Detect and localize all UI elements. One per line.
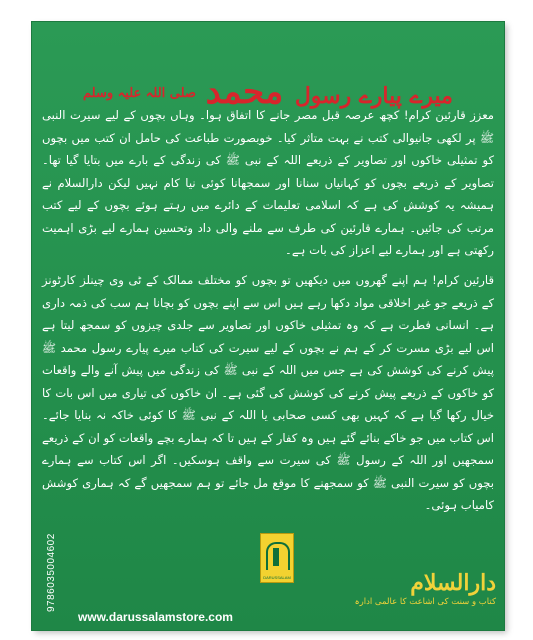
paragraph-body: قارئین کرام! ہم اپنے گھروں میں دیکھیں تو بچوں کو مختلف ممالک کے ٹی وی چینلز کارٹونز کے ذریعے جو غیر اخلاقی مواد دکھا رہے ہیں اس سے اپنے بچوں کو بچانا ہم سب کی ذمہ داری ہے۔ انسانی فطرت ہے کہ وہ تمثیلی خاکوں اور تصاویر سے جلدی چیزوں کو سمجھ لیتا ہے اس لیے بڑی مسرت کر کے ہم نے بچوں کے لیے سیرت کی کتاب میرے پیارے رسول محمد ﷺ پیش کرنے کی کوشش کی ہے جس میں اللہ کے نبی ﷺ کی زندگی میں پیش آنے والے واقعات کو خاکوں کے ذریعے پیش کرنے کی کوشش کی گئی ہے۔ ان خاکوں کی تیاری میں اس بات کا خیال رکھا گیا ہے کہ کہیں بھی کسی صحابی یا اللہ کے نبی ﷺ کا کوئی خاکہ نہ بنایا جائے۔ اس کتاب میں جو خاکے بنائے گئے ہیں وہ کفار کے ہیں تا کہ ہمارے بچے واقعات کو ان کے ذریعے سمجھیں اور اللہ کے رسول ﷺ کی سیرت سے واقف ہوسکیں۔ اگر اس کتاب سے ہمارے بچوں کو سیرت النبی ﷺ کو سمجھنے کا موقع مل جائے تو ہم سمجھیں گے کہ ہماری کوشش کامیاب ہوئی۔ bbox=[42, 273, 494, 512]
darussalam-logo bbox=[260, 533, 294, 583]
book-back-cover bbox=[32, 22, 504, 630]
paragraph-intro: معزز قارئین کرام! کچھ عرصہ قبل مصر جانے کا اتفاق ہوا۔ وہاں بچوں کے لیے سیرت النبی ﷺ پر لکھی جانیوالی کتب نے بہت متاثر کیا۔ خوبصورت طباعت کی حامل ان کتب میں بچوں کو تمثیلی خاکوں اور تصاویر کے ذریعے اللہ کے نبی ﷺ کی زندگی کے بارے میں بتایا گیا تھا۔ تصاویر کے ذریعے بچوں کو کہانیاں سنانا اور سمجھانا کوئی نیا کام نہیں لیکن دارالسلام نے ہمیشہ یہ کوشش کی ہے کہ اسلامی تعلیمات کے دائرے میں رہتے ہوئے بچوں کے لیے کتب مرتب کی جائیں۔ ہمارے قارئین کی طرف سے ملنے والی داد وتحسین ہمارے لیے بڑی اہمیت رکھتی ہے اور ہمارے لیے اعزاز کی بات ہے۔ bbox=[42, 108, 494, 257]
publisher-tagline: کتاب و سنت کی اشاعت کا عالمی ادارہ bbox=[354, 597, 496, 607]
title-salawat: صلی اللہ علیہ وسلم bbox=[83, 85, 196, 101]
website-link[interactable]: www.darussalamstore.com bbox=[78, 610, 233, 624]
isbn-barcode-strip bbox=[36, 502, 57, 612]
logo-label: DARUSSALAM bbox=[263, 575, 291, 580]
publisher-name: دارالسلام bbox=[410, 570, 496, 596]
isbn-number: 9786035004602 bbox=[46, 533, 57, 612]
logo-minaret-icon bbox=[273, 548, 279, 566]
title-name: محمد bbox=[205, 72, 284, 112]
publisher-mark bbox=[355, 570, 496, 608]
title-prefix: میرے پیارے رسول bbox=[294, 83, 453, 109]
